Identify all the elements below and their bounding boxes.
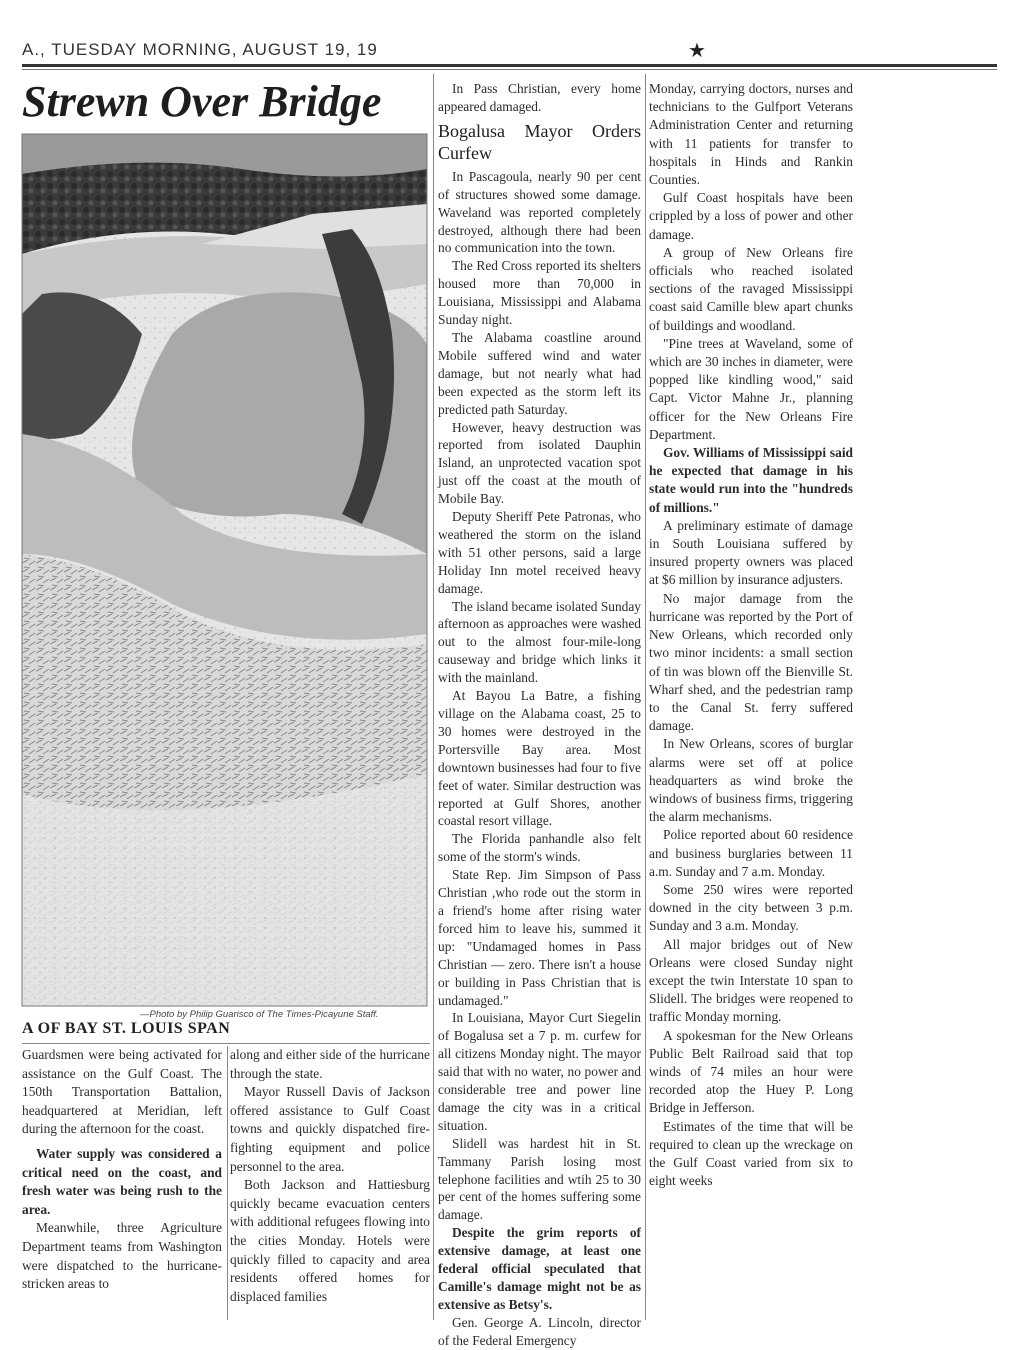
paragraph: A preliminary estimate of damage in South Louisiana suffered by insured property owners was placed at $6 million by insurance adjusters. (649, 517, 853, 588)
article-column-second (230, 1046, 430, 1320)
paragraph: Gen. George A. Lincoln, director of the Federal Emergency (438, 1314, 641, 1348)
paragraph: Slidell was hardest hit in St. Tammany Parish losing most telephone facilities and wtih 25 to 30 per cent of the homes suffering some damage. (438, 1135, 641, 1223)
subhead: Bogalusa Mayor Orders Curfew (438, 120, 641, 163)
paragraph: State Rep. Jim Simpson of Pass Christian ,who rode out the storm in a friend's home after rising water forced him to leave his, summed it up: "Undamaged homes in Pass Christian — zero. There isn't a house or building in Pass Christian that is undamaged." (438, 867, 641, 1008)
photo-credit: —Photo by Philip Guarisco of The Times-Picayune Staff. (140, 1009, 379, 1020)
paragraph: However, heavy destruction was reported from isolated Dauphin Island, an unprotected vacation spot just off the coast at the mouth of Mobile Bay. (438, 419, 641, 507)
column-rule (433, 74, 434, 1320)
paragraph: Meanwhile, three Agriculture Department teams from Washington were dispatched to the hurricane-stricken areas to (22, 1220, 222, 1292)
paragraph: At Bayou La Batre, a fishing village on the Alabama coast, 25 to 30 homes were destroyed in the Portersville Bay area. Most downtown businesses had four to five feet of water. Similar destruction was reported at Gulf Shores, another coastal resort village. (438, 688, 641, 829)
article-column-right (649, 80, 853, 1320)
paragraph: Monday, carrying doctors, nurses and technicians to the Gulfport Veterans Administration Center and returning with 11 patients for transfer to hospitals in Hinds and Rankin Counties. (649, 81, 853, 188)
dateline: A., TUESDAY MORNING, AUGUST 19, 19 (22, 40, 378, 59)
paragraph: Both Jackson and Hattiesburg quickly became evacuation centers with additional refugees flowing into the cities Monday. Hotels were quickly filled to capacity and area residents offered homes for displaced families (230, 1177, 430, 1304)
headline: Strewn Over Bridge (22, 77, 382, 126)
paragraph: The Alabama coastline around Mobile suffered wind and water damage, but not nearly what had been expected as the storm left its predicted path Saturday. (438, 329, 641, 417)
paragraph: The island became isolated Sunday afternoon as approaches were washed out to the almost four-mile-long causeway and bridge which links it with the mainland. (438, 598, 641, 686)
photo-caption: A OF BAY ST. LOUIS SPAN (22, 1020, 231, 1037)
paragraph: The Florida panhandle also felt some of the storm's winds. (438, 831, 641, 865)
paragraph: Gulf Coast hospitals have been crippled by a loss of power and other damage. (649, 190, 853, 242)
aerial-photo (22, 134, 427, 1006)
paragraph: All major bridges out of New Orleans were closed Sunday night except the twin Interstate 10 span to Slidell. The bridges were reopened to traffic Monday morning. (649, 936, 853, 1025)
paragraph: Some 250 wires were reported downed in the city between 3 p.m. Sunday and 3 a.m. Monday. (649, 881, 853, 934)
paragraph: Mayor Russell Davis of Jackson offered assistance to Gulf Coast towns and quickly dispatched fire-fighting equipment and police personnel to the area. (230, 1084, 430, 1174)
paragraph: Deputy Sheriff Pete Patronas, who weathered the storm on the island with 51 other persons, said a large Holiday Inn motel received heavy damage. (438, 509, 641, 596)
paragraph: A spokesman for the New Orleans Public Belt Railroad said that top winds of 74 miles an hour were recorded atop the Huey P. Long Bridge in Jefferson. (649, 1027, 853, 1116)
paragraph: Police reported about 60 residence and business burglaries between 11 a.m. Sunday and 7 a.m. Monday. (649, 827, 853, 879)
paragraph: No major damage from the hurricane was reported by the Port of New Orleans, which recorded only two minor incidents: a small section of tin was blown off the Bienville St. Wharf shed, and the pedestrian ramp to the Canal St. ferry suffered damage. (649, 590, 853, 734)
article-column-left (22, 1046, 222, 1320)
paragraph: The Red Cross reported its shelters housed more than 70,000 in Louisiana, Mississippi and Alabama Sunday night. (438, 258, 641, 328)
paragraph: A group of New Orleans fire officials who reached isolated sections of the ravaged Mississippi coast said Camille blew apart chunks of buildings and woodland. (649, 244, 853, 333)
masthead-rule (22, 64, 997, 67)
bold-paragraph: Water supply was considered a critical need on the coast, and fresh water was being rush to the area. (22, 1145, 222, 1217)
paragraph: In Pascagoula, nearly 90 per cent of structures showed some damage. Waveland was reported completely destroyed, although there had been no communication into the town. (438, 168, 641, 256)
paragraph: along and either side of the hurricane through the state. (230, 1047, 430, 1081)
bold-paragraph: Gov. Williams of Mississippi said he expected that damage in his state would run into the "hundreds of millions." (649, 445, 853, 515)
article-column-middle (438, 80, 641, 1348)
paragraph: "Pine trees at Waveland, some of which are 30 inches in diameter, were popped like kindling wood," said Capt. Victor Mahne Jr., planning officer for the New Orleans Fire Department. (649, 335, 853, 442)
paragraph: Estimates of the time that will be required to clean up the wreckage on the Gulf Coast varied from six to eight weeks (649, 1118, 853, 1189)
bold-paragraph: Despite the grim reports of extensive damage, at least one federal official speculated that Camille's damage might not be as extensive as Betsy's. (438, 1225, 641, 1312)
intro-paragraph: In Pass Christian, every home appeared damaged. (438, 81, 641, 114)
paragraph: Guardsmen were being activated for assistance on the Gulf Coast. The 150th Transportation Battalion, headquartered at Meridian, left during the afternoon for the coast. (22, 1047, 222, 1137)
paragraph: In Louisiana, Mayor Curt Siegelin of Bogalusa set a 7 p. m. curfew for all citizens Monday night. The mayor said that with no water, no power and considerable tree and power line damage the city was in a critical situation. (438, 1010, 641, 1133)
star-icon: ★ (688, 40, 706, 62)
masthead-rule-thin (22, 69, 997, 70)
column-rule (227, 1046, 228, 1320)
column-rule (645, 74, 646, 1320)
caption-rule (22, 1043, 430, 1044)
paragraph: In New Orleans, scores of burglar alarms were set off at police headquarters as wind broke the windows of business firms, triggering the alarm mechanisms. (649, 736, 853, 825)
